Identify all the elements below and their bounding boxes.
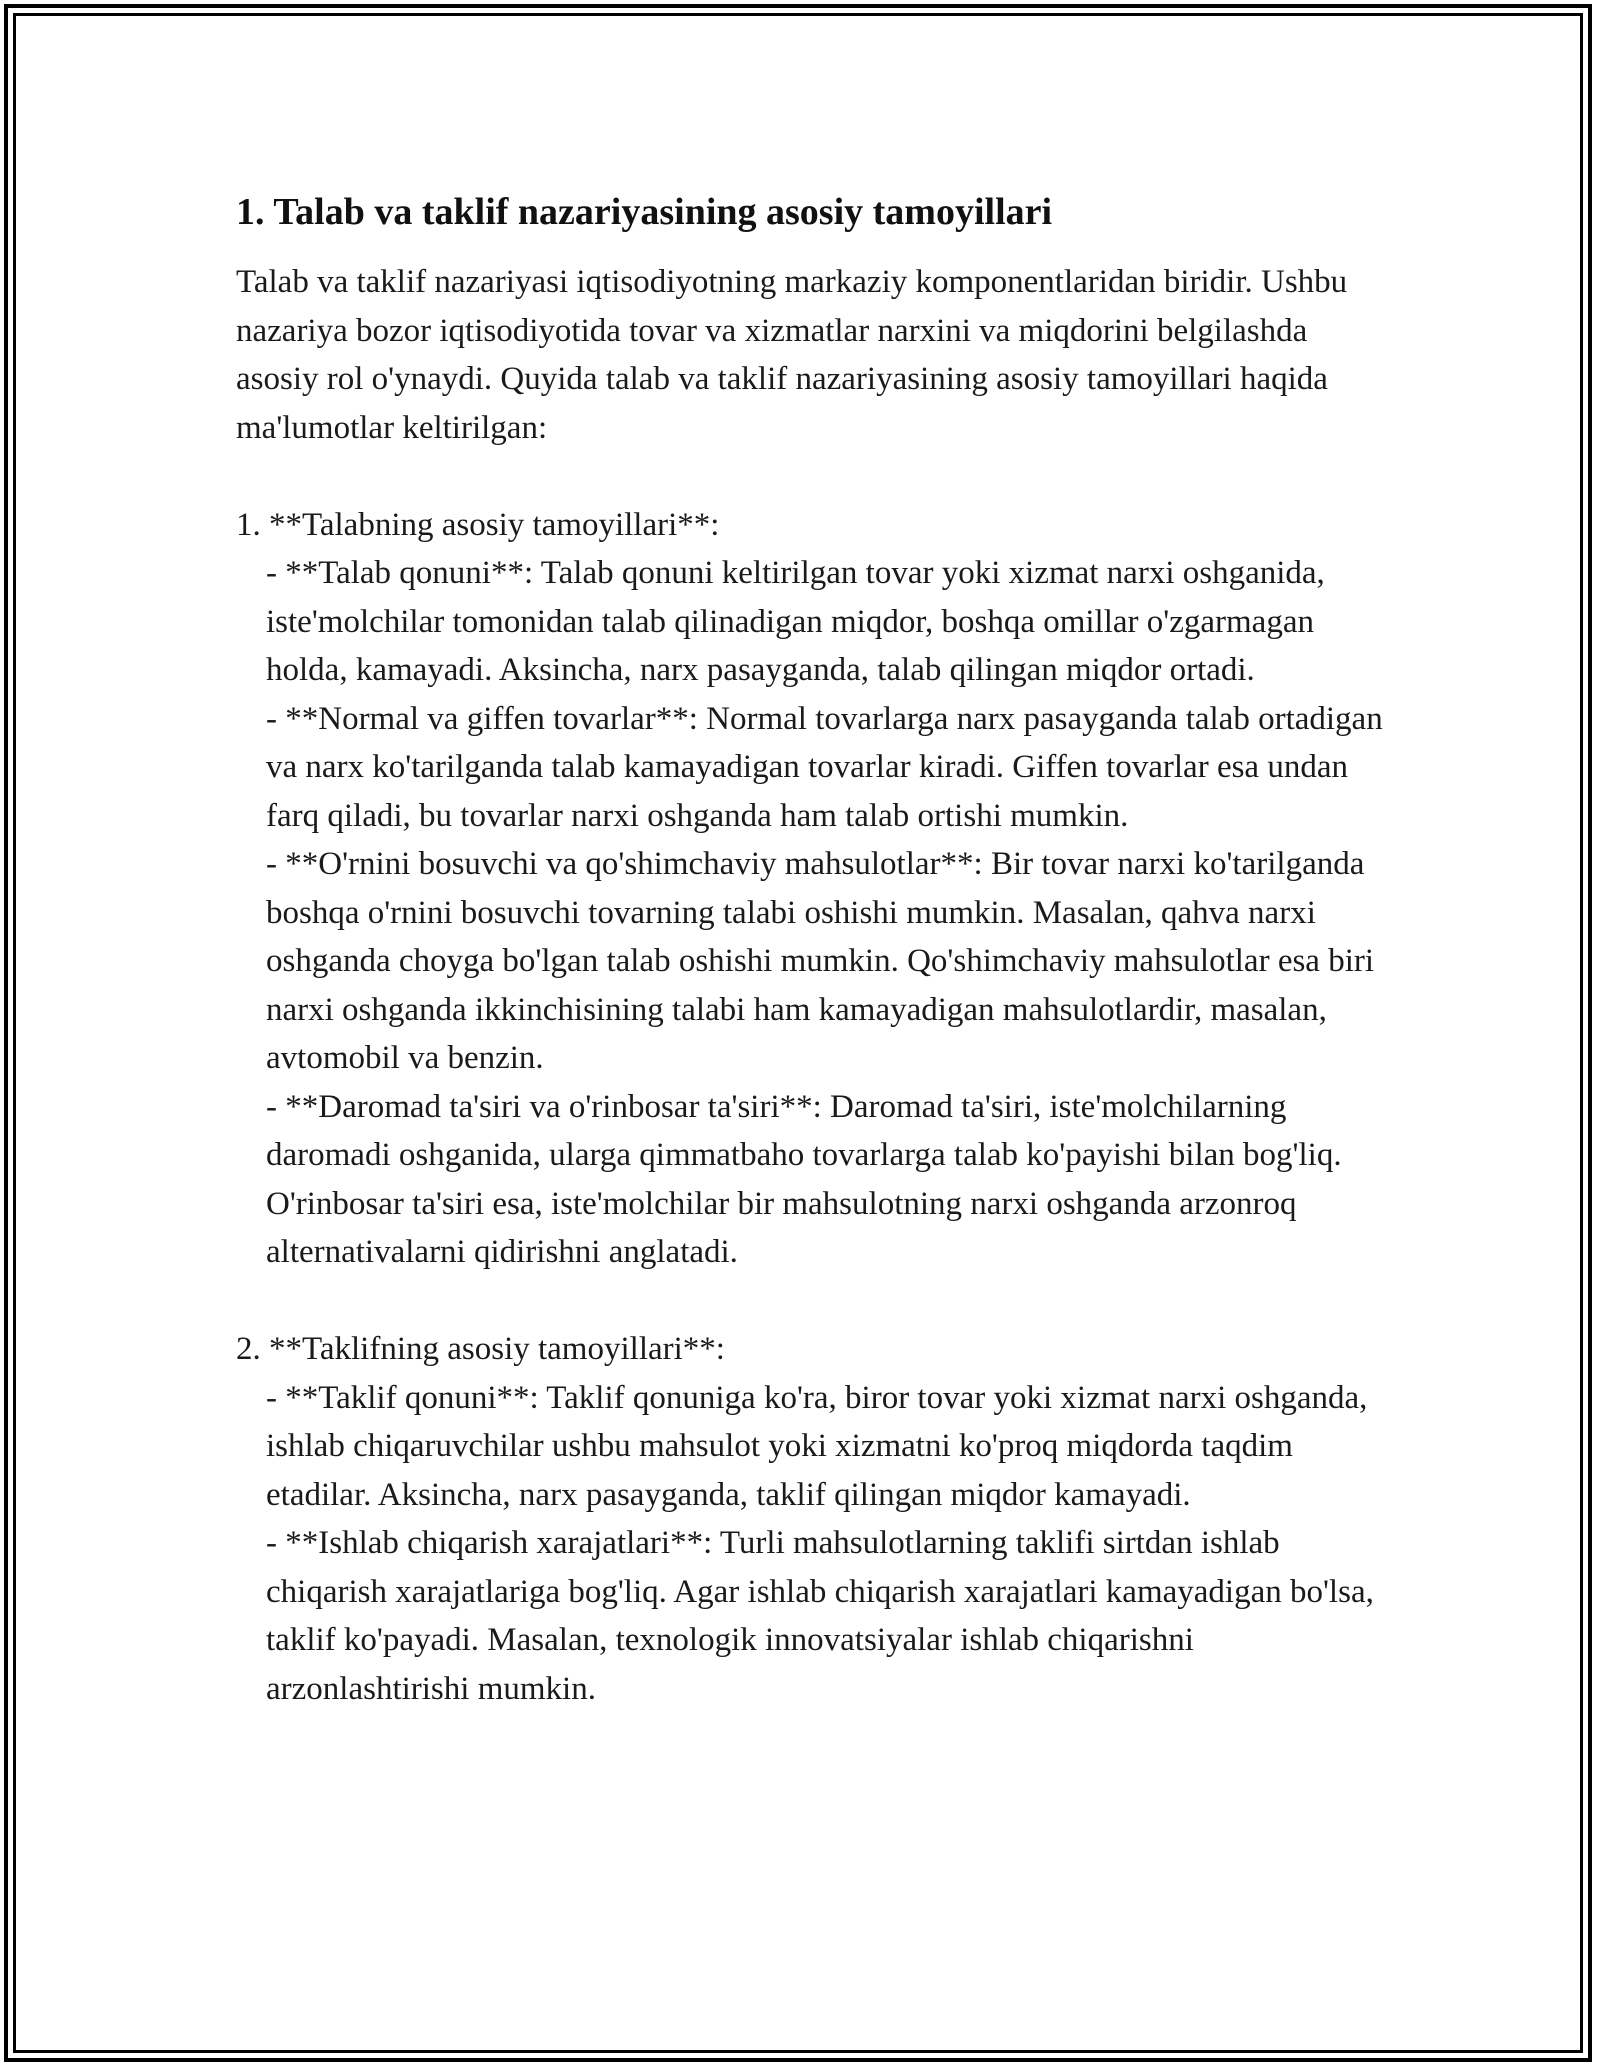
section-demand bbox=[236, 501, 1391, 1277]
paragraph-gap bbox=[236, 1277, 1386, 1326]
list-item: - **Ishlab chiqarish xarajatlari**: Turli mahsulotlarning taklifi sirtdan ishlab chiqarish xarajatlariga bog'liq. Agar ishlab chiqarish xarajatlari kamayadigan bo'lsa, taklif ko'payadi. Masalan, texnologik innovatsiyalar ishlab chiqarishni arzonlashtirishi mumkin. bbox=[266, 1525, 1383, 1707]
section-supply bbox=[236, 1325, 1386, 1713]
section-heading: 2. **Taklifning asosiy tamoyillari**: bbox=[236, 1331, 725, 1367]
list-item: - **Talab qonuni**: Talab qonuni keltirilgan tovar yoki xizmat narxi oshganida, iste'molchilar tomonidan talab qilinadigan miqdor, boshqa omillar o'zgarmagan holda, kamayadi. Aksincha, narx pasayganda, talab qilingan miqdor ortadi. bbox=[266, 555, 1334, 688]
paragraph-gap bbox=[236, 452, 1386, 501]
list-item: - **Taklif qonuni**: Taklif qonuniga ko'ra, biror tovar yoki xizmat narxi oshganda, ishlab chiqaruvchilar ushbu mahsulot yoki xizmatni ko'proq miqdorda taqdim etadilar. Aksincha, narx pasayganda, taklif qilingan miqdor kamayadi. bbox=[266, 1379, 1376, 1513]
section-heading: 1. **Talabning asosiy tamoyillari**: bbox=[236, 506, 720, 543]
list-item: - **Daromad ta'siri va o'rinbosar ta'siri**: Daromad ta'siri, iste'molchilarning daromadi oshganida, ularga qimmatbaho tovarlarga talab ko'payishi bilan bog'liq. O'rinbosar ta'siri esa, iste'molchilar bir mahsulotning narxi oshganda arzonroq alternativalarni qidirishni anglatadi. bbox=[266, 1088, 1350, 1270]
document-body bbox=[236, 186, 1391, 1713]
intro-paragraph: Talab va taklif nazariyasi iqtisodiyotning markaziy komponentlaridan biridir. Ushbu nazariya bozor iqtisodiyotida tovar va xizmatlar narxini va miqdorini belgilashda asosiy rol o'ynaydi. Quyida talab va taklif nazariyasining asosiy tamoyillari haqida ma'lumotlar keltirilgan: bbox=[236, 264, 1356, 446]
document-title: 1. Talab va taklif nazariyasining asosiy tamoyillari bbox=[236, 191, 1053, 233]
list-item: - **O'rnini bosuvchi va qo'shimchaviy mahsulotlar**: Bir tovar narxi ko'tarilganda boshqa o'rnini bosuvchi tovarning talabi oshishi mumkin. Masalan, qahva narxi oshganda choyga bo'lgan talab oshishi mumkin. Qo'shimchaviy mahsulotlar esa biri narxi oshganda ikkinchisining talabi ham kamayadigan mahsulotlardir, masalan, avtomobil va benzin. bbox=[266, 846, 1383, 1076]
list-item: - **Normal va giffen tovarlar**: Normal tovarlarga narx pasayganda talab ortadigan va narx ko'tarilganda talab kamayadigan tovarlar kiradi. Giffen tovarlar esa undan farq qiladi, bu tovarlar narxi oshganda ham talab ortishi mumkin. bbox=[266, 700, 1391, 834]
